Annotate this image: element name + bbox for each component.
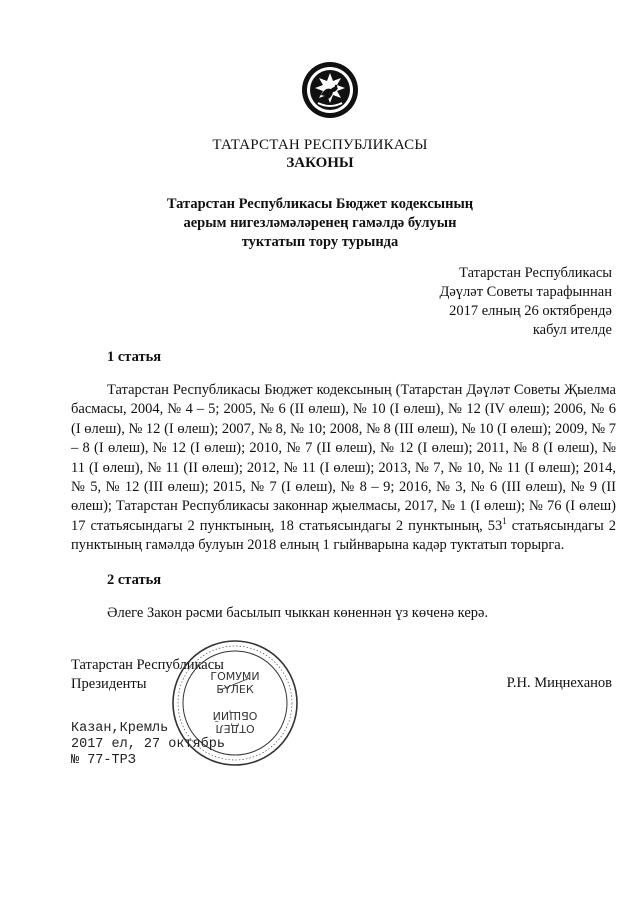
article-1-text-main: Татарстан Республикасы Бюджет кодексының (Татарстан Дәүләт Советы Җыелма басмасы, 2004, № 4 – 5; 2005, № 6 (II өлеш), № 10 (I өлеш), № 12 (IV өлеш); 2006, № 6 (I өлеш), № 12 (I өлеш); 2007, № 8, № 10; 2008, № 8 (III өлеш), № 10 (I өлеш); 2009, № 7 – 8 (I өлеш), № 12 (I өлеш); 2010, № 7 (II өлеш), № 12 (I өлеш); 2011, № 8 (I өлеш), № 11 (I өлеш), № 11 (II өлеш); 2012, № 11 (I өлеш); 2013, № 7, № 10, № 11 (I өлеш); 2014, № 5, № 12 (III өлеш); 2015, № 7 (I өлеш), № 8 – 9; 2016, № 3, № 6 (III өлеш), № 9 (II өлеш); Татарстан Республикасы законнар җыелмасы, 2017, № 1 (I өлеш); № 76 (I өлеш) 17 статьясындагы 2 пунктының, 18 статьясындагы 2 пунктының, 53 [71, 382, 616, 534]
place-date-block [71, 721, 225, 769]
seal-line: ОТДЕЛ [215, 722, 255, 735]
adoption-line: 2017 елның 26 октябрендә [449, 303, 612, 319]
article-1-text-tail: статьясындагы 2 пунктының гамәлдә булуын 2018 елның 1 гыйнварына кадәр туктатып торырга. [71, 517, 616, 554]
date: 2017 ел, 27 октябрь [71, 737, 225, 752]
adoption-line: кабул ителде [532, 322, 612, 338]
header-doc-type: ЗАКОНЫ [286, 155, 354, 171]
tatarstan-emblem-icon [301, 61, 359, 119]
seal-line: БҮЛЕК [216, 683, 254, 696]
adoption-line: Татарстан Республикасы [459, 265, 612, 281]
article-2-text: Әлеге Закон рәсми басылып чыккан көненнән үз көченә керә. [107, 605, 489, 621]
law-title-line: туктатып тору турында [241, 234, 399, 250]
law-title-line: Татарстан Республикасы Бюджет кодексының [166, 196, 474, 212]
signatory-name: Р.Н. Миңнеханов [506, 675, 612, 691]
law-title-line: аерым нигезләмәләренең гамәлдә булуын [183, 215, 457, 231]
place: Казан,Кремль [71, 721, 169, 736]
article-1-heading: 1 статья [107, 349, 162, 365]
article-1-superscript: 1 [502, 516, 507, 527]
signatory-position-line: Президенты [71, 676, 147, 692]
article-2-heading: 2 статья [107, 572, 162, 588]
law-title [0, 195, 640, 252]
law-number: № 77-ТРЗ [71, 753, 136, 768]
article-1-text [71, 381, 616, 556]
signatory-position-line: Татарстан Республикасы [71, 657, 224, 673]
seal-line: ГОМУМИ [210, 670, 260, 683]
seal-line: ОБЩИЙ [212, 709, 258, 722]
adoption-note [439, 264, 612, 340]
adoption-line: Дәүләт Советы тарафыннан [439, 284, 612, 300]
header-republic: ТАТАРСТАН РЕСПУБЛИКАСЫ [212, 137, 428, 153]
